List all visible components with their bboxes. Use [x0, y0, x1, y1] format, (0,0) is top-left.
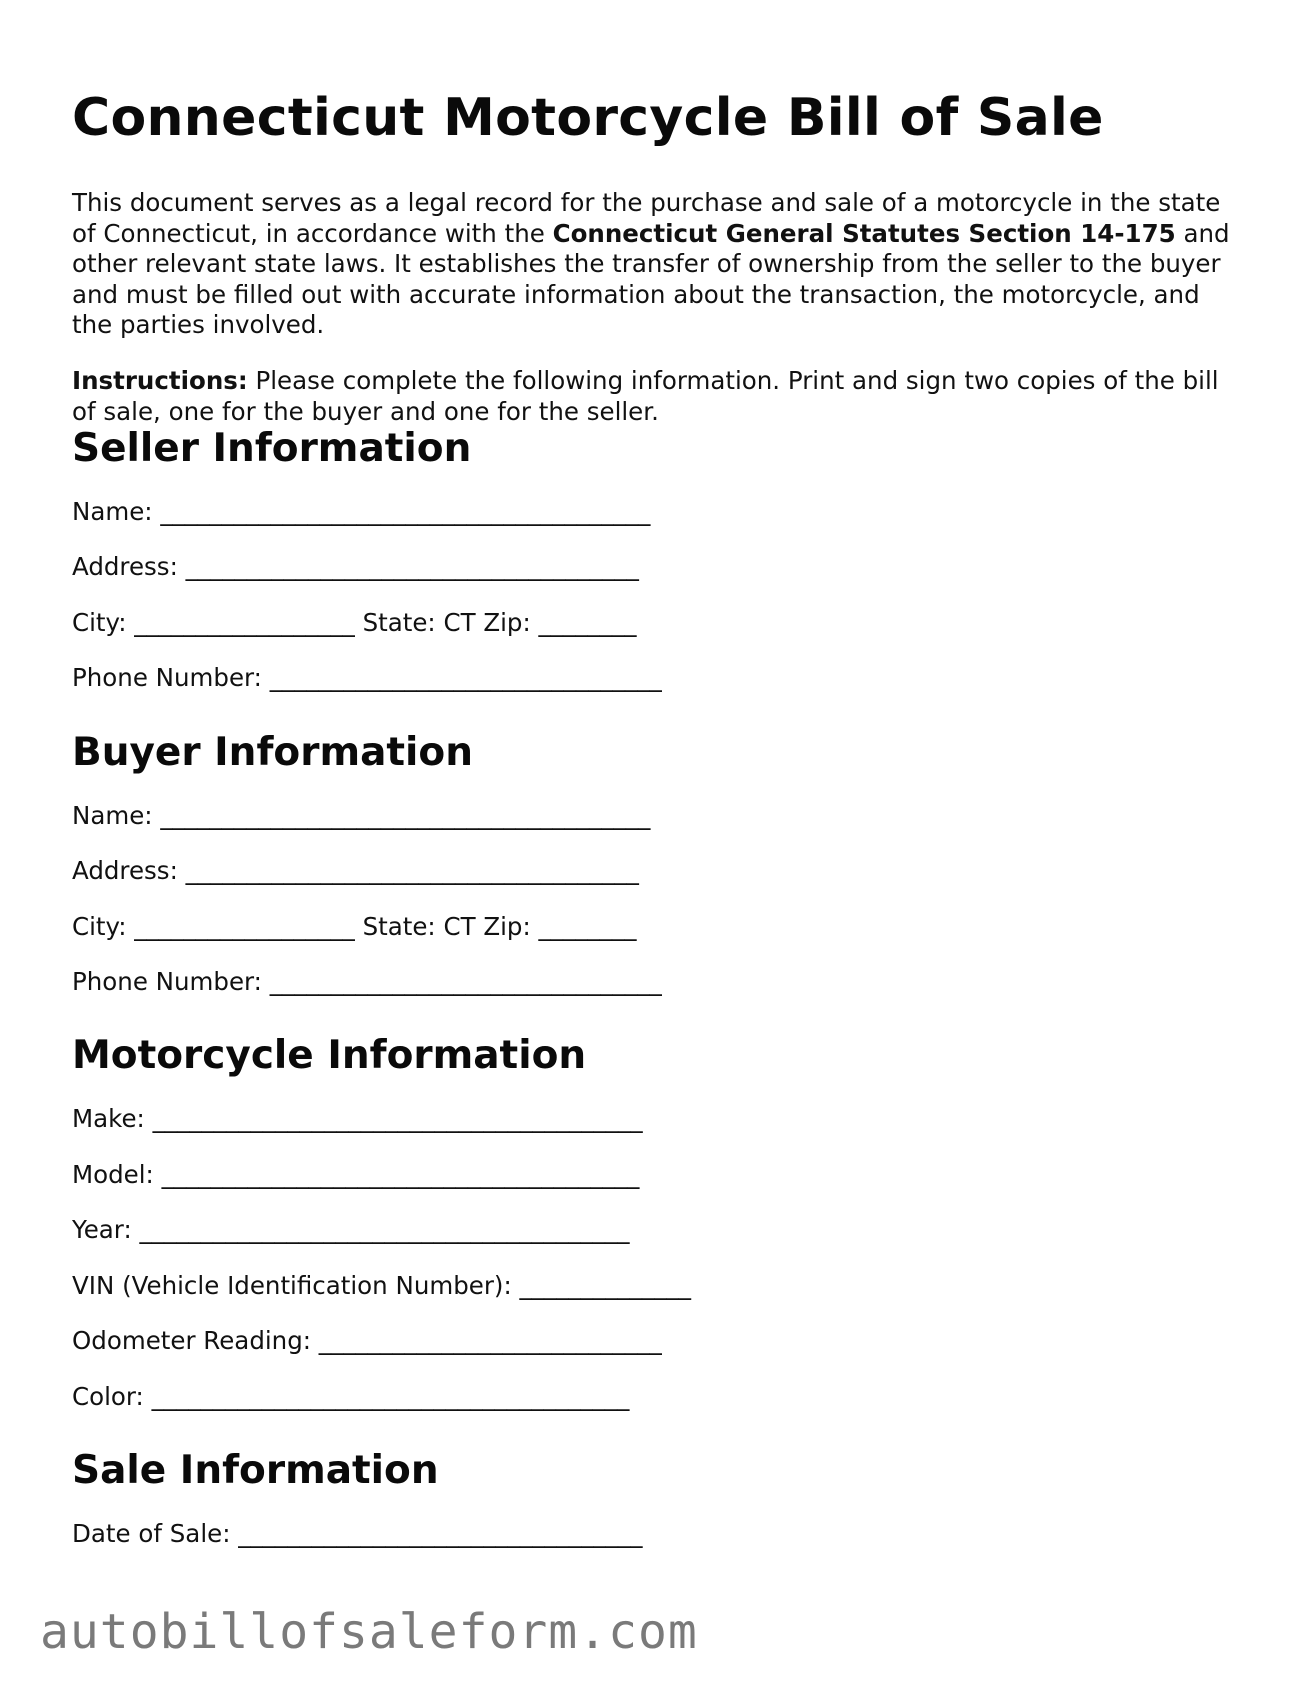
instructions-text: Please complete the following information. Print and sign two copies of the bill of sale, one for the buyer and one for the seller. [72, 366, 1219, 426]
statute-reference: Connecticut General Statutes Section 14-175 [552, 218, 1176, 248]
motorcycle-model-field[interactable]: Model: _______________________________________ [72, 1160, 640, 1189]
page-title: Connecticut Motorcycle Bill of Sale [72, 88, 1104, 148]
sale-date-field[interactable]: Date of Sale: _________________________________ [72, 1519, 643, 1548]
sale-heading: Sale Information [72, 1448, 439, 1493]
motorcycle-color-field[interactable]: Color: _______________________________________ [72, 1382, 630, 1411]
motorcycle-heading: Motorcycle Information [72, 1033, 587, 1078]
motorcycle-year-field[interactable]: Year: ________________________________________ [72, 1215, 630, 1244]
seller-name-field[interactable]: Name: ________________________________________ [72, 497, 651, 526]
motorcycle-odometer-field[interactable]: Odometer Reading: ____________________________ [72, 1326, 662, 1355]
buyer-name-field[interactable]: Name: ________________________________________ [72, 801, 651, 830]
motorcycle-vin-field[interactable]: VIN (Vehicle Identification Number): ______________ [72, 1271, 692, 1300]
intro-text-2: and other relevant state laws. It establishes the transfer of ownership from the seller to the buyer and must be filled out with accurate information about the transaction, the motorcycle, and the parties involved. [72, 218, 1230, 339]
buyer-heading: Buyer Information [72, 730, 473, 775]
motorcycle-make-field[interactable]: Make: ________________________________________ [72, 1104, 643, 1133]
intro-paragraph [72, 188, 1232, 341]
seller-phone-field[interactable]: Phone Number: ________________________________ [72, 663, 662, 692]
buyer-phone-field[interactable]: Phone Number: ________________________________ [72, 967, 662, 996]
seller-address-field[interactable]: Address: _____________________________________ [72, 552, 639, 581]
site-watermark: autobillofsaleform.com [40, 1604, 698, 1660]
buyer-city-state-zip-field[interactable]: City: __________________ State: CT Zip: ________ [72, 912, 637, 941]
instructions-paragraph [72, 366, 1232, 427]
intro-text-1: This document serves as a legal record for the purchase and sale of a motorcycle in the state of Connecticut, in accordance with the [72, 188, 1221, 248]
buyer-address-field[interactable]: Address: _____________________________________ [72, 856, 639, 885]
instructions-label: Instructions: [72, 366, 248, 395]
seller-heading: Seller Information [72, 426, 472, 471]
seller-city-state-zip-field[interactable]: City: __________________ State: CT Zip: ________ [72, 608, 637, 637]
